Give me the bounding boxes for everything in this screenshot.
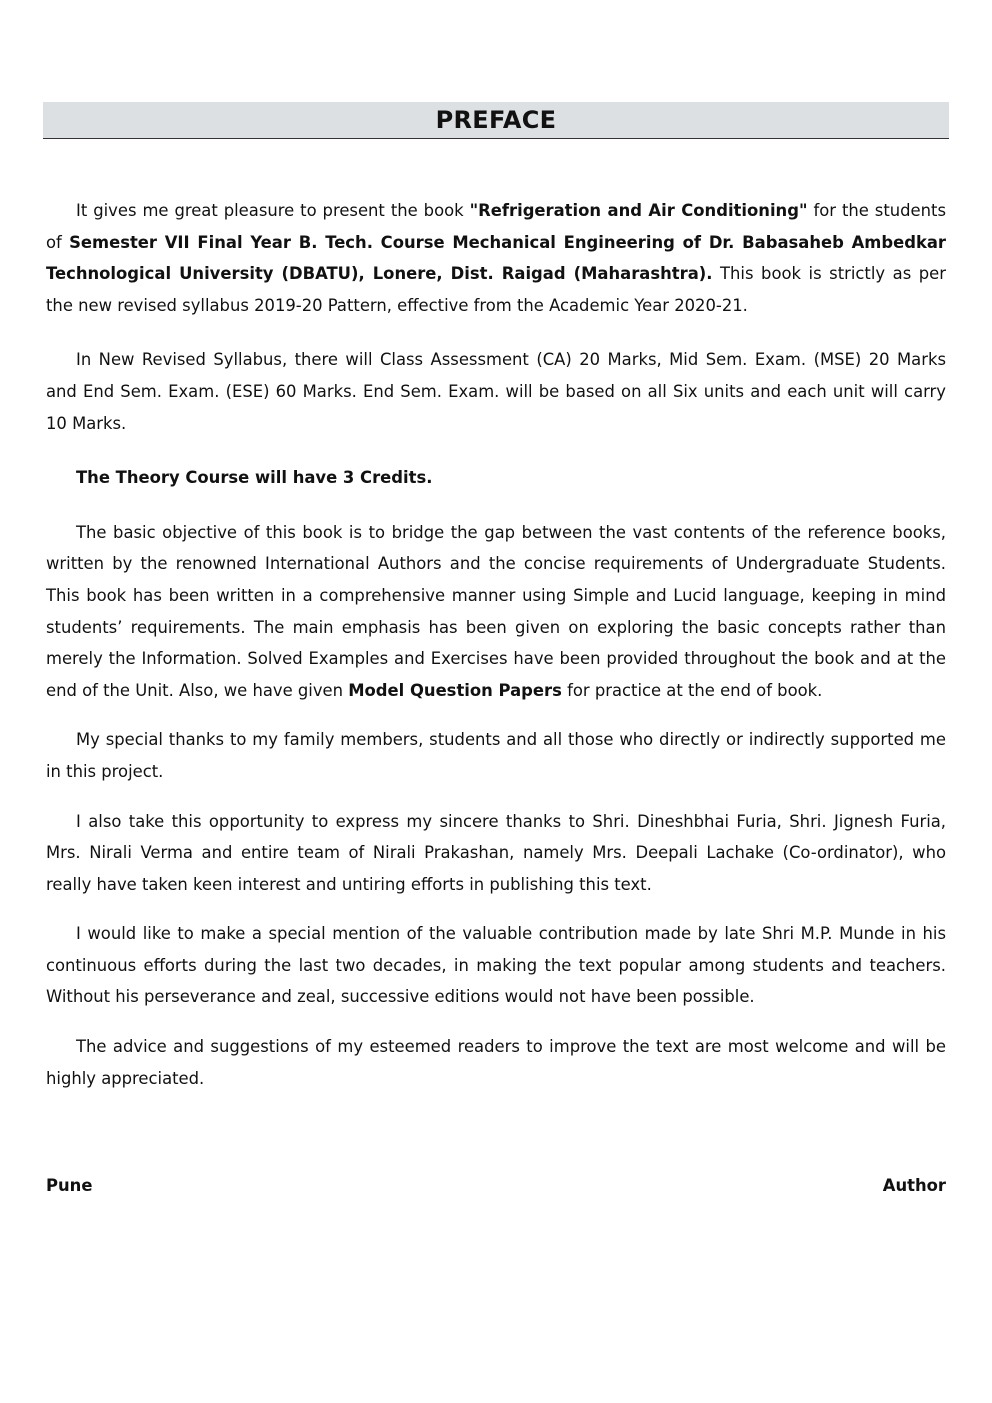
model-papers: Model Question Papers [348,680,562,700]
paragraph-text: for practice at the end of book. [561,680,823,700]
paragraph-text: for the students of [46,201,946,252]
paragraph-advice: The advice and suggestions of my esteemed readers to improve the text are most welcome and will be highly appreciated. [46,1037,946,1088]
paragraph-thanks-publisher: I also take this opportunity to express my sincere thanks to Shri. Dineshbhai Furia, Shri. Jignesh Furia, Mrs. Nirali Verma and entire team of Nirali Prakashan, namely Mrs. Deepali Lachake (Co-ordinator), who really have taken keen interest and untiring efforts in publishing this text. [46,811,946,894]
author-label: Author [882,1176,946,1195]
paragraph-credits: The Theory Course will have 3 Credits. [76,468,433,488]
paragraph-mention: I would like to make a special mention of the valuable contribution made by late Shri M.P. Munde in his continuous efforts during the last two decades, in making the text popular among students and teachers. Without his perseverance and zeal, successive editions would not have been possible. [46,924,946,1007]
page-title: PREFACE [435,106,557,134]
course-details: Semester VII Final Year B. Tech. Course Mechanical Engineering of Dr. Babasaheb Ambedkar Technological University (DBATU), Lonere, Dist. Raigad (Maharashtra). [46,232,946,284]
paragraph-thanks-family: My special thanks to my family members, students and all those who directly or indirectly supported me in this project. [46,730,946,781]
place-label: Pune [46,1176,93,1195]
preface-body [46,195,946,1094]
paragraph-objective [46,517,946,707]
paragraph-intro [46,195,946,321]
paragraph-text: The basic objective of this book is to bridge the gap between the vast contents of the reference books, written by the renowned International Authors and the concise requirements of Undergraduate Students. This book has been written in a comprehensive manner using Simple and Lucid language, keeping in mind students’ requirements. The main emphasis has been given on exploring the basic concepts rather than merely the Information. Solved Examples and Exercises have been provided throughout the book and at the end of the Unit. Also, we have given [46,522,946,700]
title-banner [43,102,949,139]
book-title: "Refrigeration and Air Conditioning" [469,201,808,220]
paragraph-text: It gives me great pleasure to present the book [76,201,470,220]
paragraph-syllabus: In New Revised Syllabus, there will Class Assessment (CA) 20 Marks, Mid Sem. Exam. (MSE) 20 Marks and End Sem. Exam. (ESE) 60 Marks. End Sem. Exam. will be based on all Six units and each unit will carry 10 Marks. [46,350,946,433]
signature-row [46,1176,946,1195]
paragraph-text: This book is strictly as per the new revised syllabus 2019-20 Pattern, effective from the Academic Year 2020-21. [46,264,946,315]
